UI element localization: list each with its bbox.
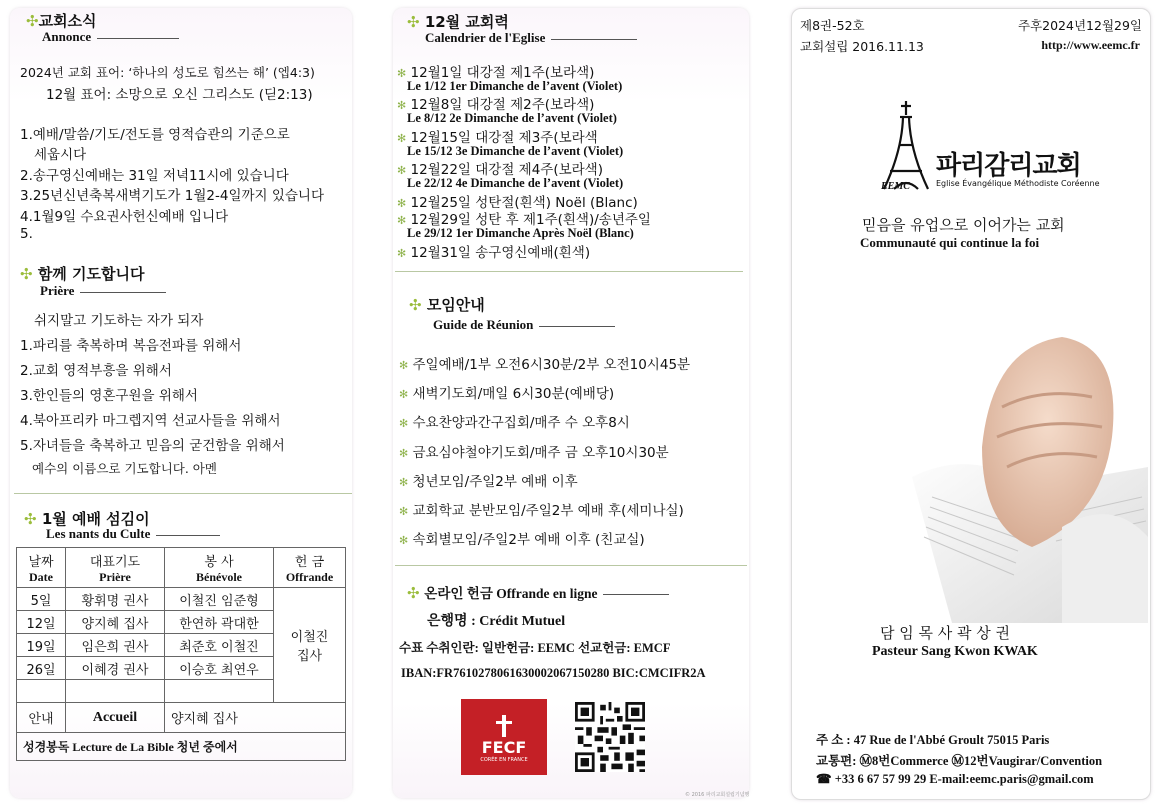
meetings-title: ✣ 모임안내: [409, 296, 485, 314]
founded-date: 교회설립 2016.11.13: [800, 39, 924, 54]
cell-volunteer: 한연하 곽대한: [165, 611, 274, 634]
volume-number: 제8권-52호: [800, 18, 865, 33]
servants-title: ✣ 1월 예배 섬김이: [24, 510, 150, 528]
transport: 교통편: Ⓜ8번Commerce Ⓜ12번Vaugirar/Convention: [816, 754, 1103, 768]
prayer-item: 4.북아프리카 마그렙지역 선교사들을 위해서: [20, 413, 281, 429]
calendar-item: ✻ 12월1일 대강절 제1주(보라색): [397, 65, 595, 81]
table-row-guide: [17, 703, 346, 733]
cross-icon: ✣: [407, 584, 420, 602]
meetings-subtitle: Guide de Réunion: [433, 317, 615, 333]
slogan-ko: 믿음을 유업으로 이어가는 교회: [862, 216, 1065, 234]
qr-code-icon[interactable]: [572, 702, 648, 772]
fecf-text: FECF: [481, 738, 527, 757]
cross-icon: ✣: [407, 13, 420, 31]
praying-hands-image: [912, 327, 1148, 623]
cell-volunteer: 이승호 최연우: [165, 657, 274, 680]
calendar-title: ✣ 12월 교회력: [407, 13, 509, 31]
servants-subtitle: Les nants du Culte: [46, 526, 220, 542]
calendar-item-fr: Le 8/12 2e Dimanche de l’avent (Violet): [407, 111, 617, 125]
fecf-cross-icon: [461, 699, 547, 775]
prayer-intro: 쉬지말고 기도하는 자가 되자: [34, 313, 204, 329]
address: 주 소 : 47 Rue de l'Abbé Groult 75015 Paris: [816, 733, 1050, 747]
calendar-item-fr: Le 15/12 3e Dimanche de l’avent (Violet): [407, 144, 624, 158]
meeting-item: ✻ 새벽기도회/매일 6시30분(예배당): [399, 386, 615, 402]
iban: IBAN:FR7610278061630002067150280 BIC:CMCIFR2A: [401, 666, 706, 680]
news-subtitle: Annonce: [42, 29, 179, 45]
table-row-reading: [17, 733, 346, 761]
calendar-item: ✻ 12월8일 대강절 제2주(보라색): [397, 97, 595, 113]
cell-empty: [17, 680, 66, 703]
news-title: ✣교회소식: [26, 12, 97, 30]
news-item: 1.예배/말씀/기도/전도를 영적습관의 기준으로: [20, 127, 290, 143]
bank-name: 은행명 : Crédit Mutuel: [427, 614, 566, 629]
prayer-item: 3.한인들의 영혼구원을 위해서: [20, 388, 198, 404]
cell-volunteer: 이철진 임준형: [165, 588, 274, 611]
cell-prayer: 양지혜 집사: [66, 611, 165, 634]
prayer-closing: 예수의 이름으로 기도합니다. 아멘: [32, 461, 217, 476]
slogan-fr: Communauté qui continue la foi: [860, 235, 1040, 250]
cross-icon: ✣: [24, 510, 37, 528]
panel-calendar: [393, 8, 749, 798]
table-header-row: [17, 548, 346, 588]
meeting-item: ✻ 속회별모임/주일2부 예배 이후 (친교실): [399, 532, 645, 548]
meeting-item: ✻ 교회학교 분반모임/주일2부 예배 후(세미나실): [399, 503, 684, 519]
calendar-item-fr: Le 22/12 4e Dimanche de l’avent (Violet): [407, 176, 624, 190]
cell-prayer: 이혜경 권사: [66, 657, 165, 680]
news-item: 5.: [20, 226, 33, 242]
copyright: © 2016 파리교회설립기념행: [685, 792, 750, 798]
offering-title: ✣ 온라인 헌금 Offrande en ligne: [407, 582, 669, 602]
church-name-fr: Eglise Évangélique Méthodiste Coréenne: [936, 179, 1100, 188]
cell-reading: 성경봉독 Lecture de La Bible 청년 중에서: [17, 733, 346, 761]
prayer-item: 5.자녀들을 축복하고 믿음의 굳건함을 위해서: [20, 438, 285, 454]
calendar-item-fr: Le 29/12 1er Dimanche Après Noël (Blanc): [407, 226, 634, 240]
cross-icon: ✣: [20, 265, 33, 283]
table-header: 대표기도 Prière: [66, 548, 165, 588]
cell-date: 12일: [17, 611, 66, 634]
fecf-caption: CORÉE EN FRANCE: [480, 757, 528, 763]
cell-volunteer: 최준호 이철진: [165, 634, 274, 657]
church-name: 파리감리교회: [936, 151, 1081, 181]
calendar-subtitle: Calendrier de l'Eglise: [425, 30, 637, 46]
calendar-item-fr: Le 1/12 1er Dimanche de l’avent (Violet): [407, 79, 623, 93]
divider: [395, 271, 743, 272]
meeting-item: ✻ 주일예배/1부 오전6시30분/2부 오전10시45분: [399, 357, 691, 373]
motto-year: 2024년 교회 표어: ‘하나의 성도로 힘쓰는 해’ (엡4:3): [20, 65, 315, 80]
table-row: [17, 588, 346, 611]
news-item: 세웁시다: [34, 147, 87, 163]
cell-date: 26일: [17, 657, 66, 680]
calendar-item: ✻ 12월15일 대강절 제3주(보라색: [397, 130, 598, 146]
fecf-logo: [461, 699, 547, 775]
news-item: 3.25년신년축복새벽기도가 1월2-4일까지 있습니다: [20, 188, 325, 204]
meeting-item: ✻ 수요찬양과간구집회/매주 수 오후8시: [399, 415, 630, 431]
cell-date: 5일: [17, 588, 66, 611]
motto-month: 12월 표어: 소망으로 오신 그리스도 (딛2:13): [46, 87, 313, 103]
calendar-item: ✻ 12월29일 성탄 후 제1주(흰색)/송년주일: [397, 212, 651, 228]
cell-guide-name: 양지혜 집사: [165, 703, 346, 733]
cross-icon: ✣: [409, 296, 422, 314]
calendar-item: ✻ 12월22일 대강절 제4주(보라색): [397, 162, 603, 178]
prayer-title: ✣ 함께 기도합니다: [20, 265, 145, 283]
prayer-item: 1.파리를 축복하며 복음전파를 위해서: [20, 338, 242, 354]
news-item: 2.송구영신예배는 31일 저녁11시에 있습니다: [20, 168, 289, 184]
cell-guide-label: 안내: [17, 703, 66, 733]
divider: [14, 493, 352, 494]
cell-prayer: 황휘명 권사: [66, 588, 165, 611]
news-item: 4.1월9일 수요권사헌신예배 입니다: [20, 209, 229, 225]
cell-offering: [274, 588, 346, 703]
prayer-subtitle: Prière: [40, 283, 166, 299]
panel-cover: [791, 8, 1151, 800]
cell-prayer: 임은희 권사: [66, 634, 165, 657]
contact[interactable]: ☎ +33 6 67 57 99 29 E-mail:eemc.paris@gmail.com: [816, 772, 1094, 786]
offering-name: 이철진 집사: [290, 630, 329, 664]
pastor-fr: Pasteur Sang Kwon KWAK: [872, 644, 1038, 659]
servants-table: [16, 547, 346, 761]
bulletin-date: 주후2024년12월29일: [1018, 18, 1142, 33]
meeting-item: ✻ 금요심야철야기도회/매주 금 오후10시30분: [399, 445, 669, 461]
logo-mark: EEMC: [881, 181, 910, 192]
cross-icon: ✣: [26, 12, 39, 30]
table-header: 날짜 Date: [17, 548, 66, 588]
cell-guide-fr: Accueil: [66, 703, 165, 733]
website-link[interactable]: http://www.eemc.fr: [1041, 38, 1140, 52]
check-recipient: 수표 수취인란: 일반헌금: EEMC 선교헌금: EMCF: [399, 641, 671, 655]
calendar-item: ✻ 12월31일 송구영신예배(흰색): [397, 245, 591, 261]
meeting-item: ✻ 청년모임/주일2부 예배 이후: [399, 474, 578, 490]
calendar-item: ✻ 12월25일 성탄절(흰색) Noël (Blanc): [397, 195, 638, 211]
cell-date: 19일: [17, 634, 66, 657]
table-header: 헌 금 Offrande: [274, 548, 346, 588]
cell-empty: [165, 680, 274, 703]
table-header: 봉 사 Bénévole: [165, 548, 274, 588]
prayer-item: 2.교회 영적부흥을 위해서: [20, 363, 172, 379]
divider: [395, 565, 747, 566]
cell-empty: [66, 680, 165, 703]
pastor-ko: 담 임 목 사 곽 상 권: [880, 624, 1011, 642]
